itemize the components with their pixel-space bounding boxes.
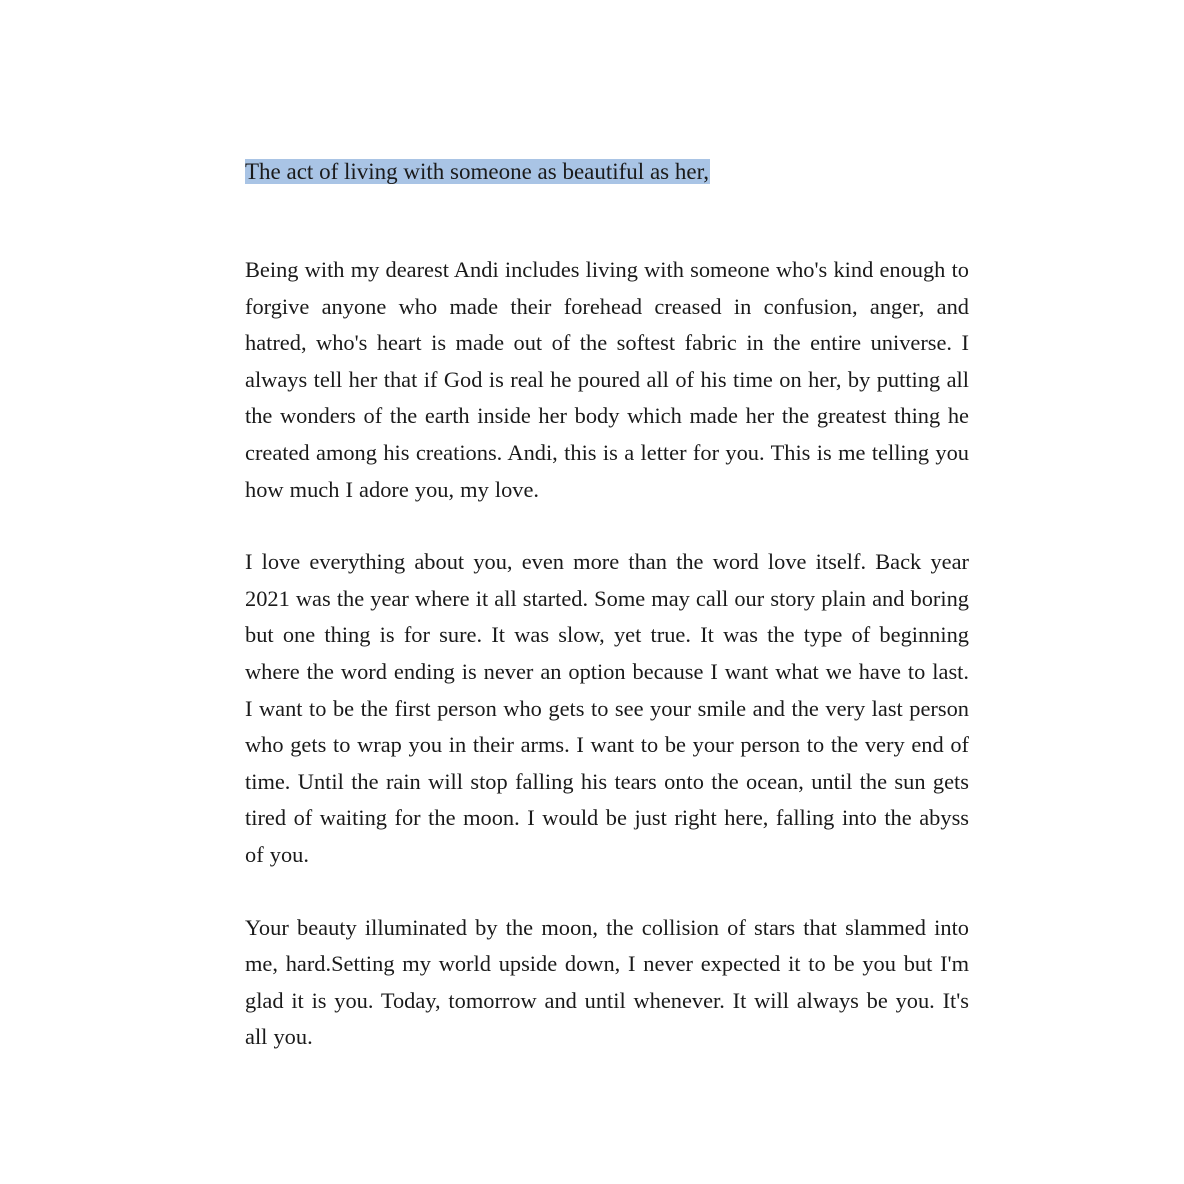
paragraph-1: Being with my dearest Andi includes living with someone who's kind enough to forgive anyone who made their forehead creased in confusion, anger, and hatred, who's heart is made out of the softest fabric in the entire universe. I always tell her that if God is real he poured all of his time on her, by putting all the wonders of the earth inside her body which made her the greatest thing he created among his creations. Andi, this is a letter for you. This is me telling you how much I adore you, my love. bbox=[245, 257, 969, 502]
paragraph-2: I love everything about you, even more than the word love itself. Back year 2021 was the year where it all started. Some may call our story plain and boring but one thing is for sure. It was slow, yet true. It was the type of beginning where the word ending is never an option because I want what we have to last. I want to be the first person who gets to see your smile and the very last person who gets to wrap you in their arms. I want to be your person to the very end of time. Until the rain will stop falling his tears onto the ocean, until the sun gets tired of waiting for the moon. I would be just right here, falling into the abyss of you. bbox=[245, 549, 969, 867]
selected-text-highlight[interactable]: The act of living with someone as beautiful as her, bbox=[245, 159, 710, 184]
paragraph-3: Your beauty illuminated by the moon, the collision of stars that slammed into me, hard.Setting my world upside down, I never expected it to be you but I'm glad it is you. Today, tomorrow and until whenever. It will always be you. It's all you. bbox=[245, 914, 969, 1050]
letter-document bbox=[245, 154, 969, 1056]
letter-title[interactable] bbox=[245, 154, 969, 190]
